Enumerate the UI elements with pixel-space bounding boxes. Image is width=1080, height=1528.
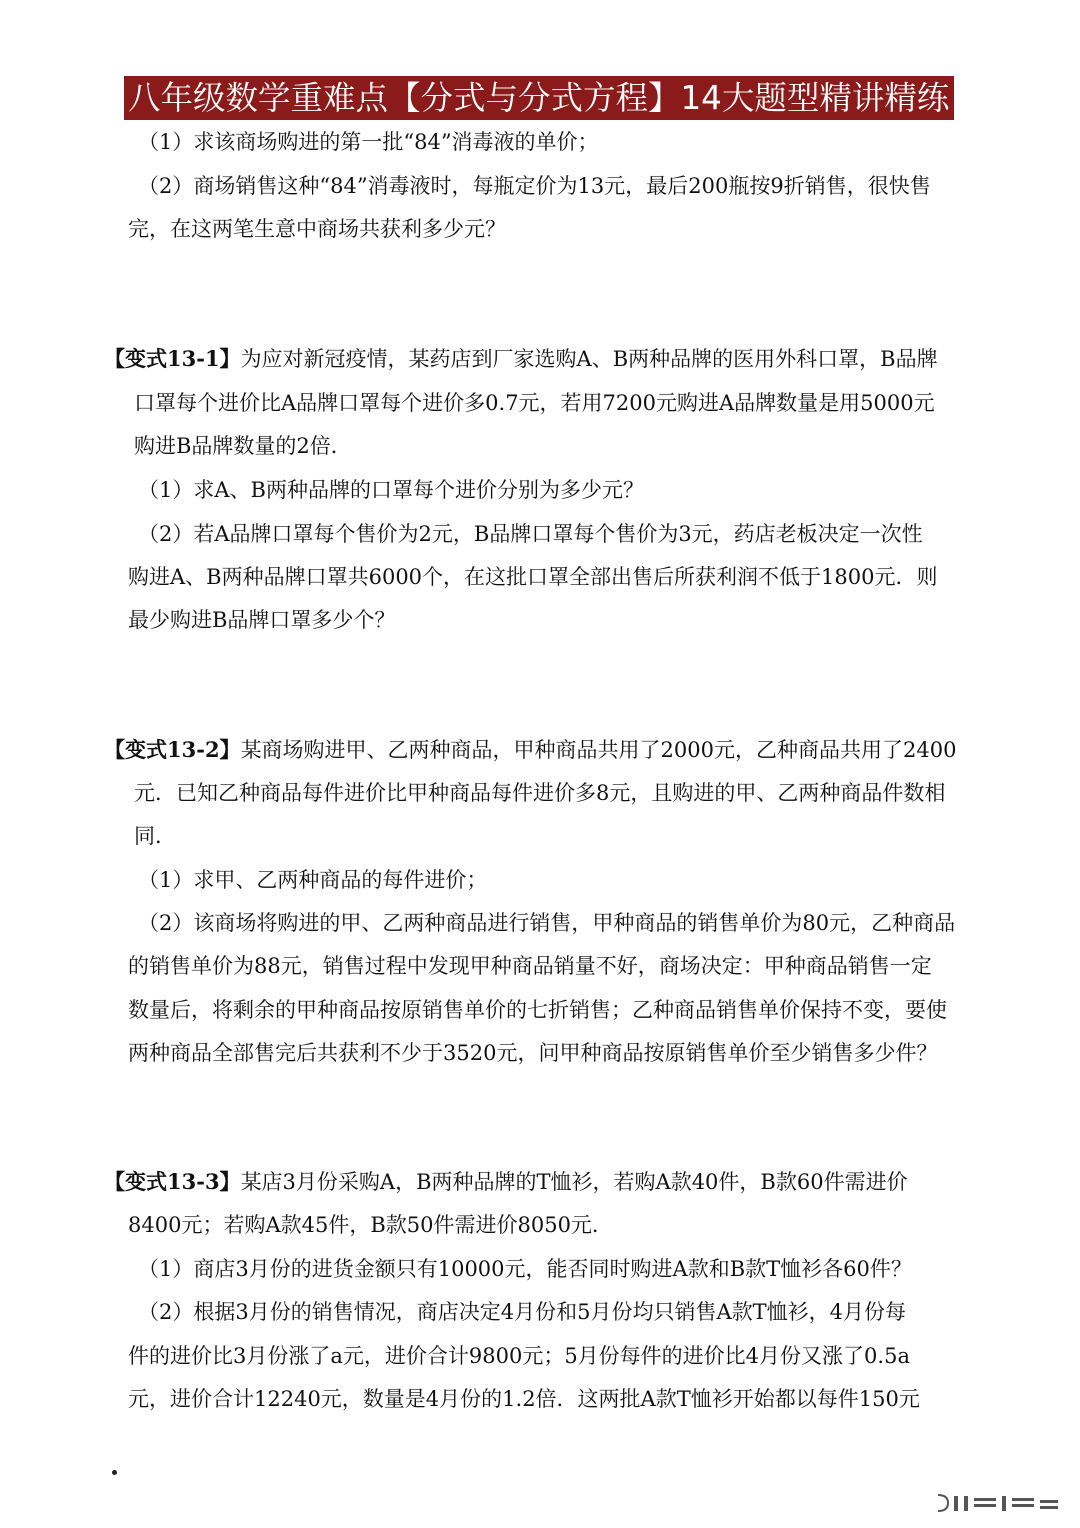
page-title-banner: 八年级数学重难点【分式与分式方程】14大题型精讲精练 (124, 76, 954, 120)
variant-13-3-tag: 【变式13-3】 (104, 1169, 241, 1194)
variant-13-1-question-2-line-2: 购进A、B两种品牌口罩共6000个，在这批口罩全部出售后所获利润不低于1800元．则 (128, 565, 938, 589)
variant-13-3-question-2-line-1: （2）根据3月份的销售情况，商店决定4月份和5月份均只销售A款T恤衫，4月份每 (138, 1300, 906, 1324)
variant-13-1-question-2-line-3: 最少购进B品牌口罩多少个？ (128, 608, 396, 632)
variant-13-2-first-line (104, 735, 956, 765)
watermark-logo-icon (934, 1492, 1064, 1514)
variant-13-2-tag: 【变式13-2】 (104, 737, 241, 762)
variant-13-3-first-line (104, 1167, 908, 1197)
variant-13-2-question-2-line-1: （2）该商场将购进的甲、乙两种商品进行销售，甲种商品的销售单价为80元，乙种商品 (138, 911, 956, 935)
variant-13-3-question-1: （1）商店3月份的进货金额只有10000元，能否同时购进A款和B款T恤衫各60件？ (138, 1257, 912, 1281)
variant-13-2-question-2-line-3: 数量后，将剩余的甲种商品按原销售单价的七折销售；乙种商品销售单价保持不变，要使 (128, 998, 947, 1022)
variant-13-2-question-2-line-4: 两种商品全部售完后共获利不少于3520元，问甲种商品按原销售单价至少销售多少件？ (128, 1041, 938, 1065)
variant-13-2-question-1: （1）求甲、乙两种商品的每件进价； (138, 868, 488, 892)
variant-13-1-question-1: （1）求A、B两种品牌的口罩每个进价分别为多少元？ (138, 478, 644, 502)
prev-question-1: （1）求该商场购进的第一批“84”消毒液的单价； (138, 130, 599, 154)
prev-question-2-line-1: （2）商场销售这种“84”消毒液时，每瓶定价为13元，最后200瓶按9折销售，很快售 (138, 174, 931, 198)
prev-question-2-line-2: 完，在这两笔生意中商场共获利多少元？ (128, 217, 506, 241)
footer-dot (112, 1470, 117, 1475)
variant-13-1-question-2-line-1: （2）若A品牌口罩每个售价为2元，B品牌口罩每个售价为3元，药店老板决定一次性 (138, 522, 923, 546)
variant-13-2-line-3: 同． (134, 824, 176, 848)
variant-13-3-line-1: 某店3月份采购A，B两种品牌的T恤衫，若购A款40件，B款60件需进价 (240, 1170, 908, 1194)
variant-13-1-line-3: 购进B品牌数量的2倍． (134, 434, 352, 458)
variant-13-1-line-2: 口罩每个进价比A品牌口罩每个进价多0.7元，若用7200元购进A品牌数量是用5000元 (134, 391, 935, 415)
variant-13-2-line-1: 某商场购进甲、乙两种商品，甲种商品共用了2000元，乙种商品共用了2400 (240, 738, 957, 762)
variant-13-1-first-line (104, 344, 938, 374)
variant-13-1-line-1: 为应对新冠疫情，某药店到厂家选购A、B两种品牌的医用外科口罩，B品牌 (240, 347, 938, 371)
variant-13-3-question-2-line-2: 件的进价比3月份涨了a元，进价合计9800元；5月份每件的进价比4月份又涨了0.5a (128, 1344, 910, 1368)
variant-13-3-question-2-line-3: 元，进价合计12240元，数量是4月份的1.2倍．这两批A款T恤衫开始都以每件150元 (128, 1387, 920, 1411)
variant-13-1-tag: 【变式13-1】 (104, 346, 241, 371)
variant-13-2-line-2: 元．已知乙种商品每件进价比甲种商品每件进价多8元，且购进的甲、乙两种商品件数相 (134, 781, 946, 805)
variant-13-2-question-2-line-2: 的销售单价为88元，销售过程中发现甲种商品销量不好，商场决定：甲种商品销售一定 (128, 954, 932, 978)
variant-13-3-line-2: 8400元；若购A款45件，B款50件需进价8050元． (128, 1213, 613, 1237)
